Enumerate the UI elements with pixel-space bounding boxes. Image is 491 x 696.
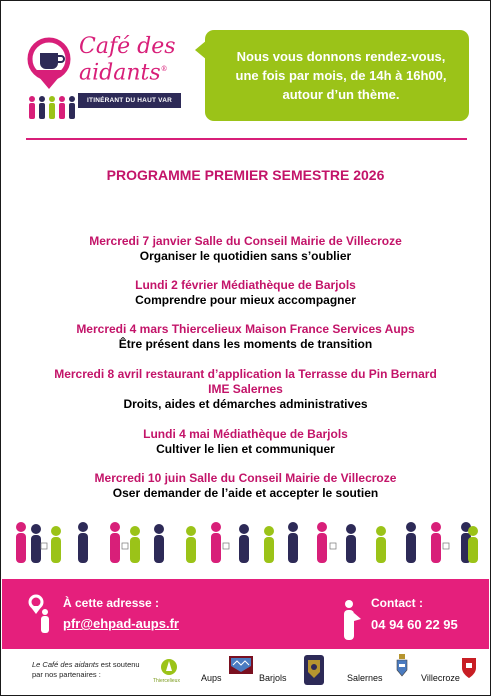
- partner-villecroze: Villecroze: [421, 673, 460, 683]
- event-description: Organiser le quotidien sans s’oublier: [139, 249, 352, 263]
- thiercelieux-label: Thiercelieux: [153, 678, 180, 684]
- event-title-line-2: IME Salernes: [208, 382, 283, 396]
- event-description: Oser demander de l’aide et accepter le soutien: [112, 486, 379, 500]
- partner-barjols: Barjols: [259, 673, 287, 683]
- event-item: [21, 234, 470, 264]
- partner-salernes: Salernes: [347, 673, 383, 683]
- partners-intro-text-2: par nos partenaires :: [32, 670, 101, 679]
- coat-of-arms-icon: [229, 656, 253, 676]
- partners-intro-italic: Le Café des aidants: [32, 660, 99, 669]
- phone-number: 04 94 60 22 95: [371, 617, 458, 632]
- address-label: À cette adresse :: [63, 596, 160, 610]
- intro-speech-bubble: [205, 30, 469, 121]
- bubble-line-3: autour d’un thème.: [282, 87, 400, 102]
- header-divider: [26, 138, 467, 140]
- event-item: [21, 278, 470, 308]
- partners-bar: [1, 651, 490, 695]
- partners-intro: [32, 660, 148, 680]
- event-description: Être présent dans les moments de transition: [118, 337, 373, 351]
- coat-of-arms-icon: [396, 654, 408, 684]
- brand-line1: Café des: [79, 34, 176, 59]
- email-link[interactable]: pfr@ehpad-aups.fr: [63, 616, 179, 631]
- people-illustration: [11, 519, 481, 569]
- partner-aups: Aups: [201, 673, 222, 683]
- location-person-icon: [27, 594, 53, 637]
- bubble-line-1: Nous vous donnons rendez-vous,: [236, 49, 446, 64]
- brand-subtitle: ITINÉRANT DU HAUT VAR: [78, 93, 181, 108]
- contact-label: Contact :: [371, 596, 423, 610]
- event-title: Mercredi 10 juin Salle du Conseil Mairie de Villecroze: [94, 471, 397, 485]
- event-title: Mercredi 7 janvier Salle du Conseil Mairie de Villecroze: [89, 234, 402, 248]
- coat-of-arms-icon: [460, 656, 478, 682]
- event-title: Mercredi 8 avril restaurant d’application la Terrasse du Pin Bernard: [54, 367, 437, 381]
- event-description: Comprendre pour mieux accompagner: [135, 293, 356, 307]
- event-description: Droits, aides et démarches administratives: [123, 397, 368, 411]
- event-description: Cultiver le lien et communiquer: [156, 442, 335, 456]
- programme-title: PROGRAMME PREMIER SEMESTRE 2026: [106, 167, 385, 183]
- event-item: [21, 322, 470, 352]
- brand-line2: aidants: [79, 60, 161, 86]
- thiercelieux-logo: [159, 657, 179, 679]
- contact-footer: [2, 579, 489, 649]
- event-item: [21, 427, 470, 457]
- coat-of-arms-icon: [303, 654, 325, 688]
- event-title: Lundi 2 février Médiathèque de Barjols: [135, 278, 356, 292]
- bubble-line-2: une fois par mois, de 14h à 16h00,: [235, 68, 447, 83]
- brand-title: [79, 35, 176, 84]
- event-item: [21, 471, 470, 501]
- event-title: Mercredi 4 mars Thiercelieux Maison France Services Aups: [76, 322, 415, 336]
- brand-registered-mark: ®: [160, 65, 168, 73]
- partners-intro-text-1: est soutenu: [98, 660, 140, 669]
- contact-person-icon: [340, 599, 364, 646]
- event-title: Lundi 4 mai Médiathèque de Barjols: [143, 427, 348, 441]
- event-item: [21, 367, 470, 412]
